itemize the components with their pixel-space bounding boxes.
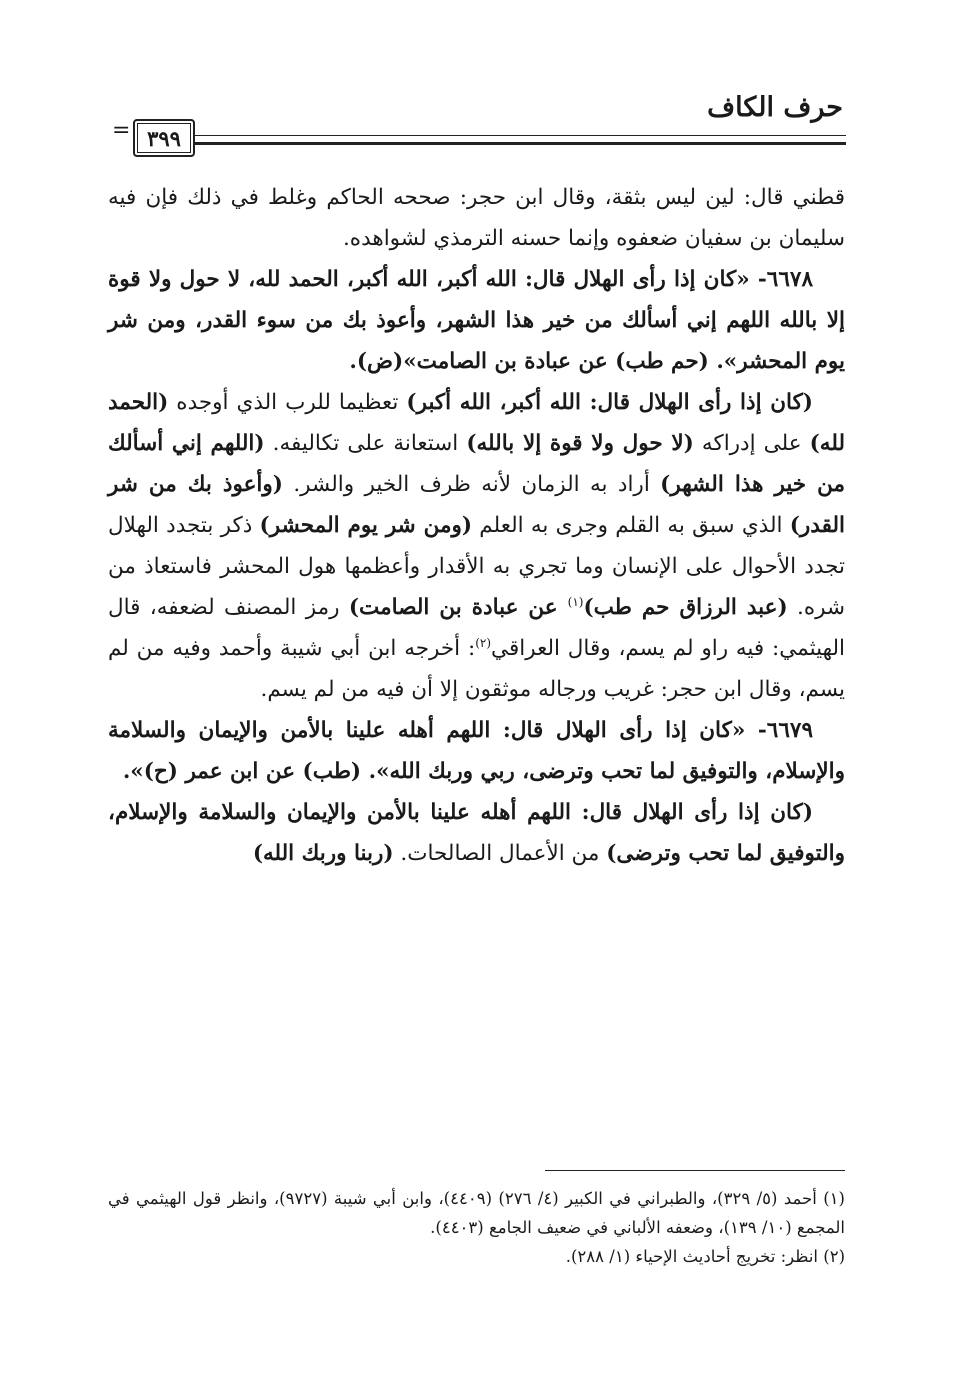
quote: عن عبادة بن الصامت) bbox=[348, 595, 568, 620]
commentary-text: على إدراكه bbox=[693, 431, 810, 456]
quote: (عبد الرزاق حم طب) bbox=[583, 595, 788, 620]
commentary-text: استعانة على تكاليفه. bbox=[264, 431, 467, 456]
commentary-text: أراد به الزمان لأنه ظرف الخير والشر. bbox=[282, 472, 661, 497]
quote: (ومن شر يوم المحشر) bbox=[259, 513, 473, 538]
commentary-text: تعظيما للرب الذي أوجده bbox=[168, 390, 407, 415]
paragraph-continuation: قطني قال: لين ليس بثقة، وقال ابن حجر: صححه الحاكم وغلط في ذلك فإن فيه سليمان بن سفيان ضعفوه وإنما حسنه الترمذي لشواهده. bbox=[108, 185, 845, 251]
quote: (كان إذا رأى الهلال قال: الله أكبر، الله أكبر) bbox=[406, 390, 813, 415]
footnote-1: (١) أحمد (٥/ ٣٢٩)، والطبراني في الكبير (٤/ ٢٧٦) (٤٤٠٩)، وابن أبي شيبة (٩٧٢٧)، وانظر قول الهيثمي في المجمع (١٠/ ١٣٩)، وضعفه الألباني في ضعيف الجامع (٤٤٠٣). bbox=[108, 1189, 845, 1237]
footnotes bbox=[108, 1184, 845, 1271]
page-number: ٣٩٩ bbox=[133, 119, 195, 157]
main-text bbox=[108, 177, 845, 874]
commentary-6679 bbox=[108, 792, 845, 874]
footnote-2: (٢) انظر: تخريج أحاديث الإحياء (١/ ٢٨٨). bbox=[565, 1247, 845, 1266]
commentary-text: ذكر بتجدد الهلال تجدد الأحوال على الإنسان وما تجري به الأقدار وأعظمها هول المحشر فاستعاذ من شره. bbox=[108, 513, 845, 620]
quote: (اللهم إني أسألك من خير هذا الشهر) bbox=[108, 431, 846, 497]
chapter-title: حرف الكاف bbox=[707, 92, 843, 123]
quote: (كان إذا رأى الهلال قال: اللهم أهله علينا بالأمن والإيمان والسلامة والإسلام، والتوفيق لما تحب وترضى) bbox=[108, 800, 845, 866]
commentary-6678 bbox=[108, 382, 845, 710]
header-rule-thick bbox=[195, 142, 846, 145]
quote: (لا حول ولا قوة إلا بالله) bbox=[466, 431, 694, 456]
commentary-text: رمز المصنف لضعفه، قال الهيثمي: فيه راو لم يسم، وقال العراقي bbox=[108, 595, 846, 661]
quote: (وأعوذ بك من شر القدر) bbox=[108, 472, 845, 538]
footnote-separator bbox=[545, 1170, 845, 1171]
footnote-ref-1[interactable]: (١) bbox=[567, 594, 584, 609]
quote: (ربنا وربك الله) bbox=[252, 841, 394, 866]
commentary-text: من الأعمال الصالحات. bbox=[393, 841, 607, 866]
hadith-6678: ٦٦٧٨- «كان إذا رأى الهلال قال: الله أكبر، الله أكبر، الحمد لله، لا حول ولا قوة إلا بالله اللهم إني أسألك من خير هذا الشهر، وأعوذ بك من سوء القدر، ومن شر يوم المحشر». (حم طب) عن عبادة بن الصامت»(ض). bbox=[108, 267, 845, 374]
quote: (الحمد لله) bbox=[108, 390, 845, 456]
commentary-text: الذي سبق به القلم وجرى به العلم bbox=[472, 513, 790, 538]
hadith-6679: ٦٦٧٩- «كان إذا رأى الهلال قال: اللهم أهله علينا بالأمن والإيمان والسلامة والإسلام، والتوفيق لما تحب وترضى، ربي وربك الله». (طب) عن ابن عمر (ح)». bbox=[108, 718, 845, 784]
page-number-mark: = bbox=[112, 118, 131, 143]
header-rule-thin bbox=[195, 135, 846, 136]
footnote-ref-2[interactable]: (٢) bbox=[475, 635, 492, 650]
commentary-text: : أخرجه ابن أبي شيبة وأحمد وفيه من لم يسم، وقال ابن حجر: غريب ورجاله موثقون إلا أن فيه من لم يسم. bbox=[108, 636, 845, 702]
